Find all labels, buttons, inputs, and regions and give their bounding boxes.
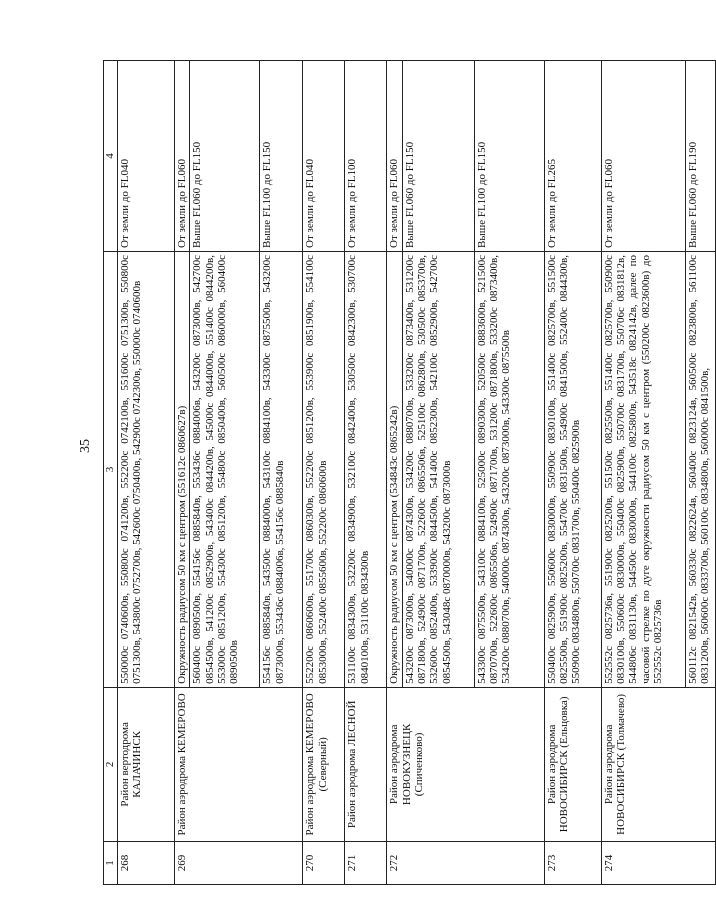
- zone-coordinates: 543200с 0873000в, 540000с 0874300в, 534200с 0880700в, 533200с 0873400в, 531200с 0871800в, 524900с 0871700в, 522600с 0865506в, 525100с 0862800в, 530500с 0853700в, 532600с 0852400в, 533900с 0844500в, 541400с 0852300в, 542100с 0852900в, 542700с 0854500в, 543048с 0870000в, 543200с 0873000в: [402, 252, 474, 688]
- zone-coordinates: 554156с 0885840в, 543500с 0884000в, 543100с 0884100в, 543300с 0875500в, 543200с 0873000в, 553436с 0884006в, 554156с 0885840в: [260, 252, 303, 688]
- zone-coordinates: 552552с 0825736в, 551900с 0825200в, 551500с 0825500в, 551400с 0825700в, 550900с 0830100в, 550600с 0830000в, 550400с 0825900в, 550700с 0831700в, 550706с 0831812в, 544806с 0831130в, 544500с 0830000в, 544100с 0825800в, 543518с 0824142в, далее по часовой стрелке по дуге окружности радиусом 50 км с центром (550200с 0823600в) до 552552с 0825736в: [601, 252, 685, 688]
- altitude-limits: От земли до FL265: [544, 61, 601, 252]
- zone-coordinates: 531100с 0834300в, 532200с 0834900в, 532100с 0842400в, 530500с 0842300в, 530700с 0840100в, 531100с 0834300в: [345, 252, 387, 688]
- row-number: 272: [387, 841, 544, 884]
- altitude-limits: От земли до FL060: [175, 61, 190, 252]
- zone-coordinates: 552200с 0860600в, 551700с 0860300в, 552200с 0851200в, 553900с 0851900в, 554100с 0853000в, 552400с 0855600в, 552200с 0860600в: [303, 252, 345, 688]
- airspace-table-container: [103, 60, 711, 885]
- altitude-limits: Выше FL060 до FL150: [402, 61, 474, 252]
- table-row-274: [601, 61, 685, 885]
- table-row-271: [345, 61, 387, 885]
- altitude-limits: Выше FL060 до FL190: [685, 61, 715, 252]
- altitude-limits: От земли до FL040: [118, 61, 175, 252]
- header-col-2: 2: [104, 687, 118, 841]
- altitude-limits: Выше FL060 до FL150: [190, 61, 260, 252]
- page-number: 35: [78, 439, 93, 453]
- header-col-4: 4: [104, 61, 118, 252]
- airspace-table: [103, 60, 716, 885]
- row-number: 273: [544, 841, 601, 884]
- altitude-limits: От земли до FL040: [303, 61, 345, 252]
- region-name: Район вертодрома КАЛАЧИНСК: [118, 687, 175, 841]
- zone-coordinates: 550000с 0740600в, 550800с 0741200в, 552200с 0742100в, 551600с 0751300в, 550800с 0751300в, 543800с 0752700в, 542600с 0750400в, 542900с 0742300в, 550000с 0740600в: [118, 252, 175, 688]
- zone-coordinates: Окружность радиусом 50 км с центром (551612с 0860627в): [175, 252, 190, 688]
- region-name: Район аэродрома КЕМЕРОВО (Северный): [303, 687, 345, 841]
- row-number: 269: [175, 841, 303, 884]
- row-number: 270: [303, 841, 345, 884]
- region-name: Район аэродрома НОВОКУЗНЕЦК (Спиченково): [387, 687, 544, 841]
- header-col-3: 3: [104, 252, 118, 688]
- altitude-limits: Выше FL100 до FL150: [260, 61, 303, 252]
- table-row-269: [175, 61, 190, 885]
- zone-coordinates: 543300с 0875500в, 543100с 0884100в, 525000с 0890300в, 520500с 0883600в, 521500с 0870700в, 522600с 0865506в, 524900с 0871700в, 531200с 0871800в, 533200с 0873400в, 534200с 0880700в, 540000с 0874300в, 543200с 0873000в, 543300с 0875500в: [474, 252, 544, 688]
- region-name: Район аэродрома КЕМЕРОВО: [175, 687, 303, 841]
- zone-coordinates: 560400с 0890500в, 554156с 0885840в, 553436с 0884006в, 543200с 0873000в, 542700с 0854500в, 541200с 0852900в, 543400с 0844200в, 545000с 0844000в, 551400с 0844200в, 553000с 0851200в, 554300с 0851200в, 554800с 0850400в, 560500с 0860000в, 560400с 0890500в: [190, 252, 260, 688]
- table-row-273: [544, 61, 601, 885]
- table-header-row: [104, 61, 118, 885]
- table-row-268: [118, 61, 175, 885]
- zone-coordinates: 550400с 0825900в, 550600с 0830000в, 550900с 0830100в, 551400с 0825700в, 551500с 0825500в, 551900с 0825200в, 554700с 0831500в, 554900с 0841500в, 552400с 0844300в, 550900с 0834800в, 550700с 0831700в, 550400с 0825900в: [544, 252, 601, 688]
- region-name: Район аэродрома ЛЕСНОЙ: [345, 687, 387, 841]
- zone-coordinates: 560112с 0821542в, 560330с 0822624в, 560400с 0823124в, 560500с 0823800в, 561100с 0831200в, 560600с 0833700в, 560100с 0834800в, 560000с 0841500в,: [685, 252, 715, 688]
- altitude-limits: Выше FL100 до FL150: [474, 61, 544, 252]
- region-name: Район аэродрома НОВОСИБИРСК (Ельцовка): [544, 687, 601, 841]
- row-number: 274: [601, 841, 715, 884]
- header-col-1: 1: [104, 841, 118, 884]
- region-name: Район аэродрома НОВОСИБИРСК (Толмачево): [601, 687, 715, 841]
- altitude-limits: От земли до FL060: [387, 61, 402, 252]
- table-row-272: [387, 61, 402, 885]
- altitude-limits: От земли до FL100: [345, 61, 387, 252]
- row-number: 271: [345, 841, 387, 884]
- table-row-270: [303, 61, 345, 885]
- row-number: 268: [118, 841, 175, 884]
- altitude-limits: От земли до FL060: [601, 61, 685, 252]
- zone-coordinates: Окружность радиусом 50 км с центром (534843с 0865242в): [387, 252, 402, 688]
